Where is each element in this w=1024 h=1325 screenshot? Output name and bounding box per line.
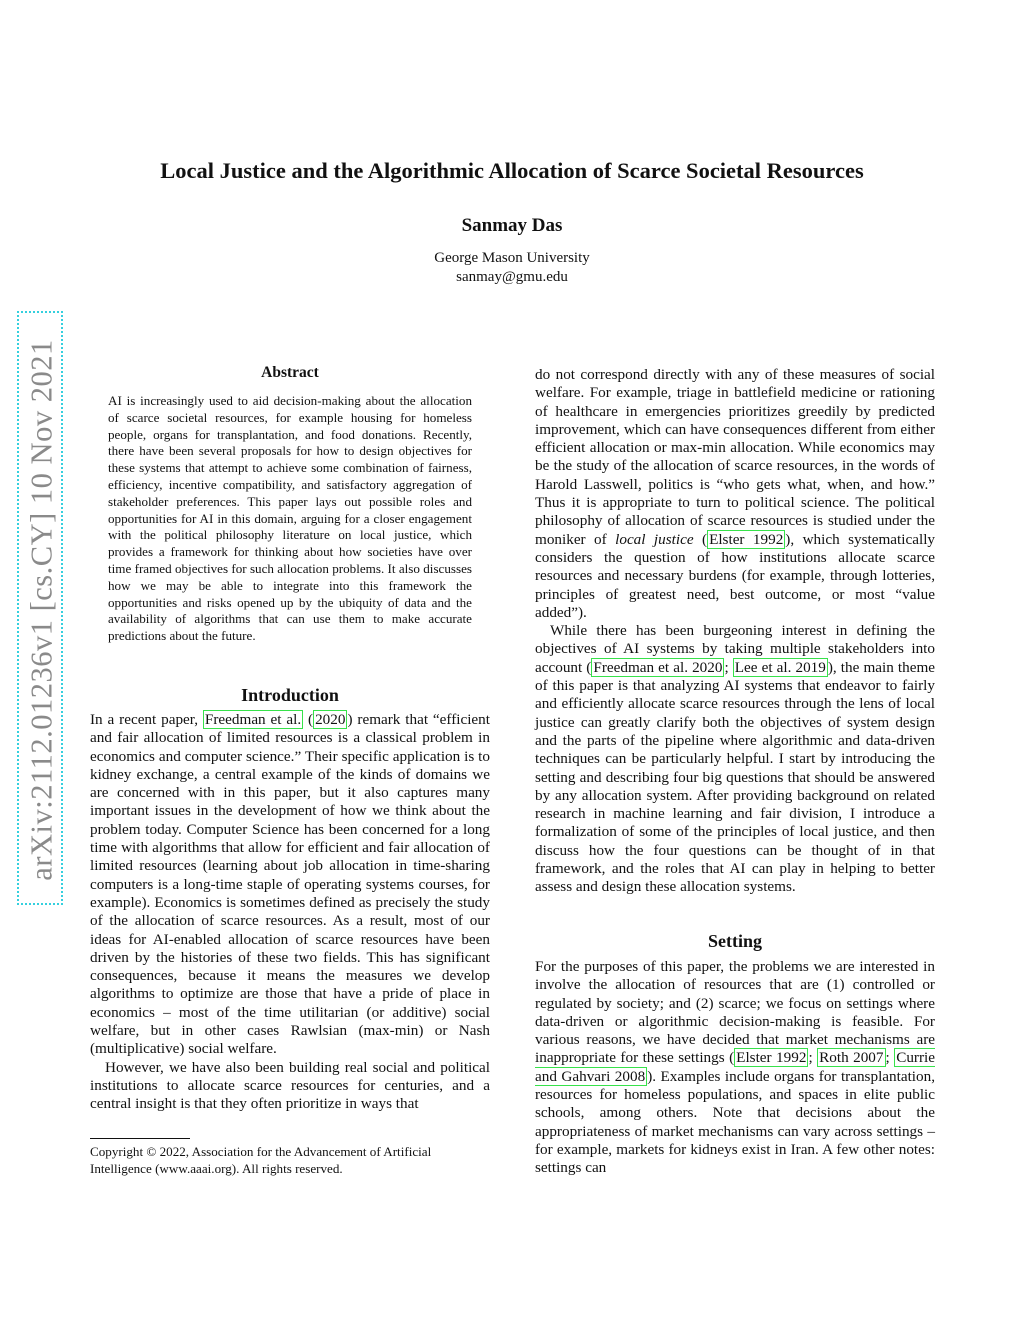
citation-link[interactable]: Elster 1992 xyxy=(709,530,784,548)
paper-title: Local Justice and the Algorithmic Allocation of Scarce Societal Resources xyxy=(160,158,864,183)
setting-paragraph-1: For the purposes of this paper, the problems we are interested in involve the allocation of resources that are (1) controlled or regulated by society; and (2) scarce; we focus on settings where data-driven or algorithmic decision-making is feasible. For various reasons, we have decided that market mechanisms are inappropriate for these settings ( Elster 1992 ; Roth 2007 ; Currie and Gahvari 2008 ). Examples include organs for transplantation, resources for homeless populations, and spaces in elite public schools, among others. Note that decisions about the appropriateness of market mechanisms can vary across settings – for example, markets for kidneys exist in Iran. A few other notes: settings can xyxy=(535,958,936,1177)
footnote-rule xyxy=(90,1138,190,1139)
abstract-text: AI is increasingly used to aid decision-making about the allocation of scarce societal resources, for example housing for homeless people, organs for transplantation, and food donations. Recently, there have been several proposals for how to design objectives for these systems that attempt to achieve some combination of fairness, efficiency, incentive compatibility, and satisfactory aggregation of stakeholder preferences. This paper lays out possible roles and opportunities for AI in this domain, arguing for a closer engagement with the political philosophy literature on local justice, which provides a framework for thinking about how societies have over time framed objectives for such allocation problems. It also discusses how we may be able to integrate into this framework the opportunities and risks opened up by the ubiquity of data and the availability of algorithms that can use them to make accurate predictions about the future. xyxy=(108,393,472,644)
intro-paragraph-1: In a recent paper, Freedman et al. ( 2020 ) remark that “efficient and fair allocation of limited resources is a classical problem in economics and computer science.” Their specific application is to kidney exchange, a central example of the kinds of domains we are concerned with in this paper, but it also captures many important issues in the development of how we think about the problem today. Computer Science has been concerned for a long time with algorithms that allow for efficient and fair allocation of limited resources (learning about job allocation in time-sharing computers is a long-time staple of operating systems courses, for example). Economics is sometimes defined as precisely the study of the allocation of scarce resources. As a result, most of our ideas for AI-enabled allocation of scarce resources have been driven by the histories of these two fields. This has significant consequences, because it means the measures we develop algorithms to optimize are those that have a pride of place in economics – most of the time utilitarian (or additive) social welfare, but in other cases Rawlsian (max-min) or Nash (multiplicative) social welfare. xyxy=(90,711,490,1058)
right-paragraph-1: do not correspond directly with any of these measures of social welfare. For example, triage in battlefield medicine or rationing of healthcare in emergencies prioritizes greedily by predicted improvement, which can have consequences different from either efficient allocation or max-min allocation. While economics may be the study of the allocation of scarce resources, in the words of Harold Lasswell, politics is “who gets what, when, and how.” Thus it is appropriate to turn to political science. The political philosophy of allocation of scarce resources is studied under the moniker of local justice ( Elster 1992 ), which systematically considers the question of how institutions allocate scarce resources and necessary burdens (for example, through lotteries, principles of greatest need, best outcome, or most “value added”). xyxy=(535,366,936,621)
copyright-footnote: Copyright © 2022, Association for the Advancement of Artificial Intelligence (www.aaai.org). All rights reserved. xyxy=(90,1144,432,1176)
introduction-heading: Introduction xyxy=(241,685,339,705)
citation-link[interactable]: Roth 2007 xyxy=(819,1049,884,1067)
arxiv-stamp: arXiv:2112.01236v1 [cs.CY] 10 Nov 2021 xyxy=(24,339,59,881)
setting-heading: Setting xyxy=(708,931,762,951)
citation-link[interactable]: Freedman et al. xyxy=(204,711,302,728)
intro-paragraph-2: However, we have also been building real social and political institutions to allocate scarce resources for centuries, and a central insight is that they often prioritize in ways that xyxy=(90,1058,490,1113)
author-affiliation-block xyxy=(0,249,1024,287)
setting-body xyxy=(535,958,935,1178)
citation-link[interactable]: Elster 1992 xyxy=(736,1049,807,1067)
affiliation: George Mason University xyxy=(434,250,590,266)
citation-link[interactable]: Freedman et al. 2020 xyxy=(593,658,723,676)
introduction-body xyxy=(90,711,490,1114)
abstract-heading: Abstract xyxy=(261,364,319,381)
author-name: Sanmay Das xyxy=(461,215,563,236)
right-paragraph-2: While there has been burgeoning interest in defining the objectives of AI systems by taking multiple stakeholders into account ( Freedman et al. 2020 ; Lee et al. 2019 ), the main theme of this paper is that analyzing AI systems that endeavor to fairly and efficiently allocate scarce resources through the lens of local justice can greatly clarify both the objectives of system design and the parts of the pipeline where algorithmic and data-driven techniques can be particularly helpful. I start by introducing the setting and describing four big questions that should be answered by any allocation system. After providing background on related research in machine learning and fair division, I introduce a formalization of some of the principles of local justice, and then discuss how the four questions can be thought of in that framework, and the roles that AI can play in helping to better assess and design these allocation systems. xyxy=(535,622,936,896)
arxiv-stamp-box[interactable] xyxy=(17,311,63,905)
citation-link[interactable]: 2020 xyxy=(315,711,346,728)
right-column-body xyxy=(535,366,935,897)
author-email[interactable]: sanmay@gmu.edu xyxy=(456,269,568,285)
citation-link[interactable]: Lee et al. 2019 xyxy=(734,658,826,676)
citation-link[interactable]: Currie and Gahvari 2008 xyxy=(535,1049,935,1085)
